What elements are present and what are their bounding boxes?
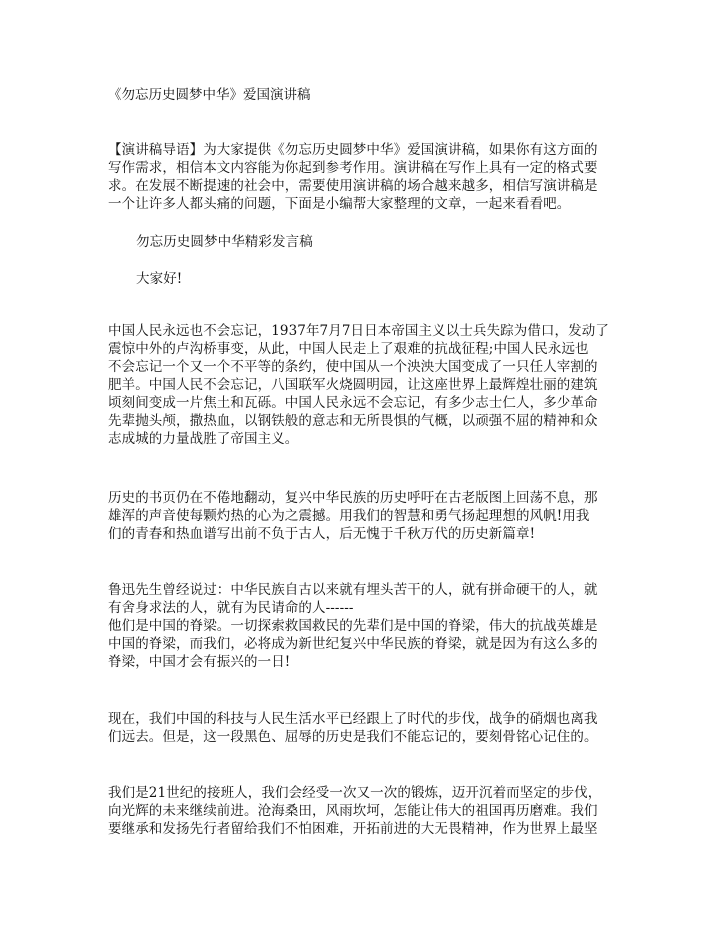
paragraph-line: 鲁迅先生曾经说过：中华民族自古以来就有埋头苦干的人，就有拼命硬干的人，就 <box>108 582 598 598</box>
paragraph-line: 们的青春和热血谱写出前不负于古人，后无愧于千秋万代的历史新篇章! <box>108 526 536 542</box>
speech-subtitle: 勿忘历史圆梦中华精彩发言稿 <box>136 234 313 250</box>
paragraph-line: 先辈抛头颅，撒热血，以钢铁般的意志和无所畏惧的气概，以顽强不屈的精神和众 <box>108 413 598 429</box>
document-title: 《勿忘历史圆梦中华》爱国演讲稿 <box>108 87 311 103</box>
paragraph-line: 历史的书页仍在不倦地翻动，复兴中华民族的历史呼吁在古老版图上回荡不息，那 <box>108 490 598 506</box>
paragraph-line: 脊梁，中国才会有振兴的一日! <box>108 654 291 670</box>
paragraph-line: 有舍身求法的人，就有为民请命的人------ <box>108 600 354 616</box>
paragraph-line: 顷刻间变成一片焦土和瓦砾。中国人民永远不会忘记，有多少志士仁人，多少革命 <box>108 395 598 411</box>
paragraph-line: 不会忘记一个又一个不平等的条约，使中国从一个泱泱大国变成了一只任人宰割的 <box>108 359 598 375</box>
intro-line: 一个让许多人都头痛的问题，下面是小编帮大家整理的文章，一起来看看吧。 <box>108 196 571 212</box>
intro-line: 写作需求，相信本文内容能为你起到参考作用。演讲稿在写作上具有一定的格式要 <box>108 160 598 176</box>
paragraph-line: 我们是21世纪的接班人，我们会经受一次又一次的锻炼，迈开沉着而坚定的步伐， <box>108 785 602 801</box>
paragraph-line: 志成城的力量战胜了帝国主义。 <box>108 431 299 447</box>
paragraph-line: 们远去。但是，这一段黑色、屈辱的历史是我们不能忘记的，要刻骨铭心记住的。 <box>108 729 598 745</box>
paragraph-line: 现在，我们中国的科技与人民生活水平已经跟上了时代的步伐，战争的硝烟也离我 <box>108 711 598 727</box>
paragraph-line: 他们是中国的脊梁。一切探索救国救民的先辈们是中国的脊梁，伟大的抗战英雄是 <box>108 618 598 634</box>
paragraph-4 <box>108 710 618 746</box>
intro-line: 求。在发展不断提速的社会中，需要使用演讲稿的场合越来越多，相信写演讲稿是 <box>108 178 598 194</box>
paragraph-line: 要继承和发扬先行者留给我们不怕困难，开拓前进的大无畏精神，作为世界上最坚 <box>108 821 598 837</box>
intro-line: 【演讲稿导语】为大家提供《勿忘历史圆梦中华》爱国演讲稿，如果你有这方面的 <box>108 142 598 158</box>
paragraph-line: 向光辉的未来继续前进。沧海桑田，风雨坎坷，怎能让伟大的祖国再历磨难。我们 <box>108 803 598 819</box>
paragraph-3 <box>108 581 618 671</box>
paragraph-line: 肥羊。中国人民不会忘记，八国联军火烧圆明园，让这座世界上最辉煌壮丽的建筑 <box>108 377 598 393</box>
paragraph-2 <box>108 489 618 543</box>
paragraph-line: 中国的脊梁，而我们，必将成为新世纪复兴中华民族的脊梁，就是因为有这么多的 <box>108 636 598 652</box>
paragraph-line: 雄浑的声音使每颗灼热的心为之震撼。用我们的智慧和勇气扬起理想的风帆!用我 <box>108 508 590 524</box>
intro-paragraph <box>108 141 618 213</box>
paragraph-1 <box>108 322 618 448</box>
paragraph-5 <box>108 784 618 838</box>
paragraph-line: 震惊中外的卢沟桥事变，从此，中国人民走上了艰难的抗战征程;中国人民永远也 <box>108 341 589 357</box>
greeting: 大家好! <box>136 271 183 287</box>
paragraph-line: 中国人民永远也不会忘记，1937年7月7日日本帝国主义以士兵失踪为借口，发动了 <box>108 323 609 339</box>
